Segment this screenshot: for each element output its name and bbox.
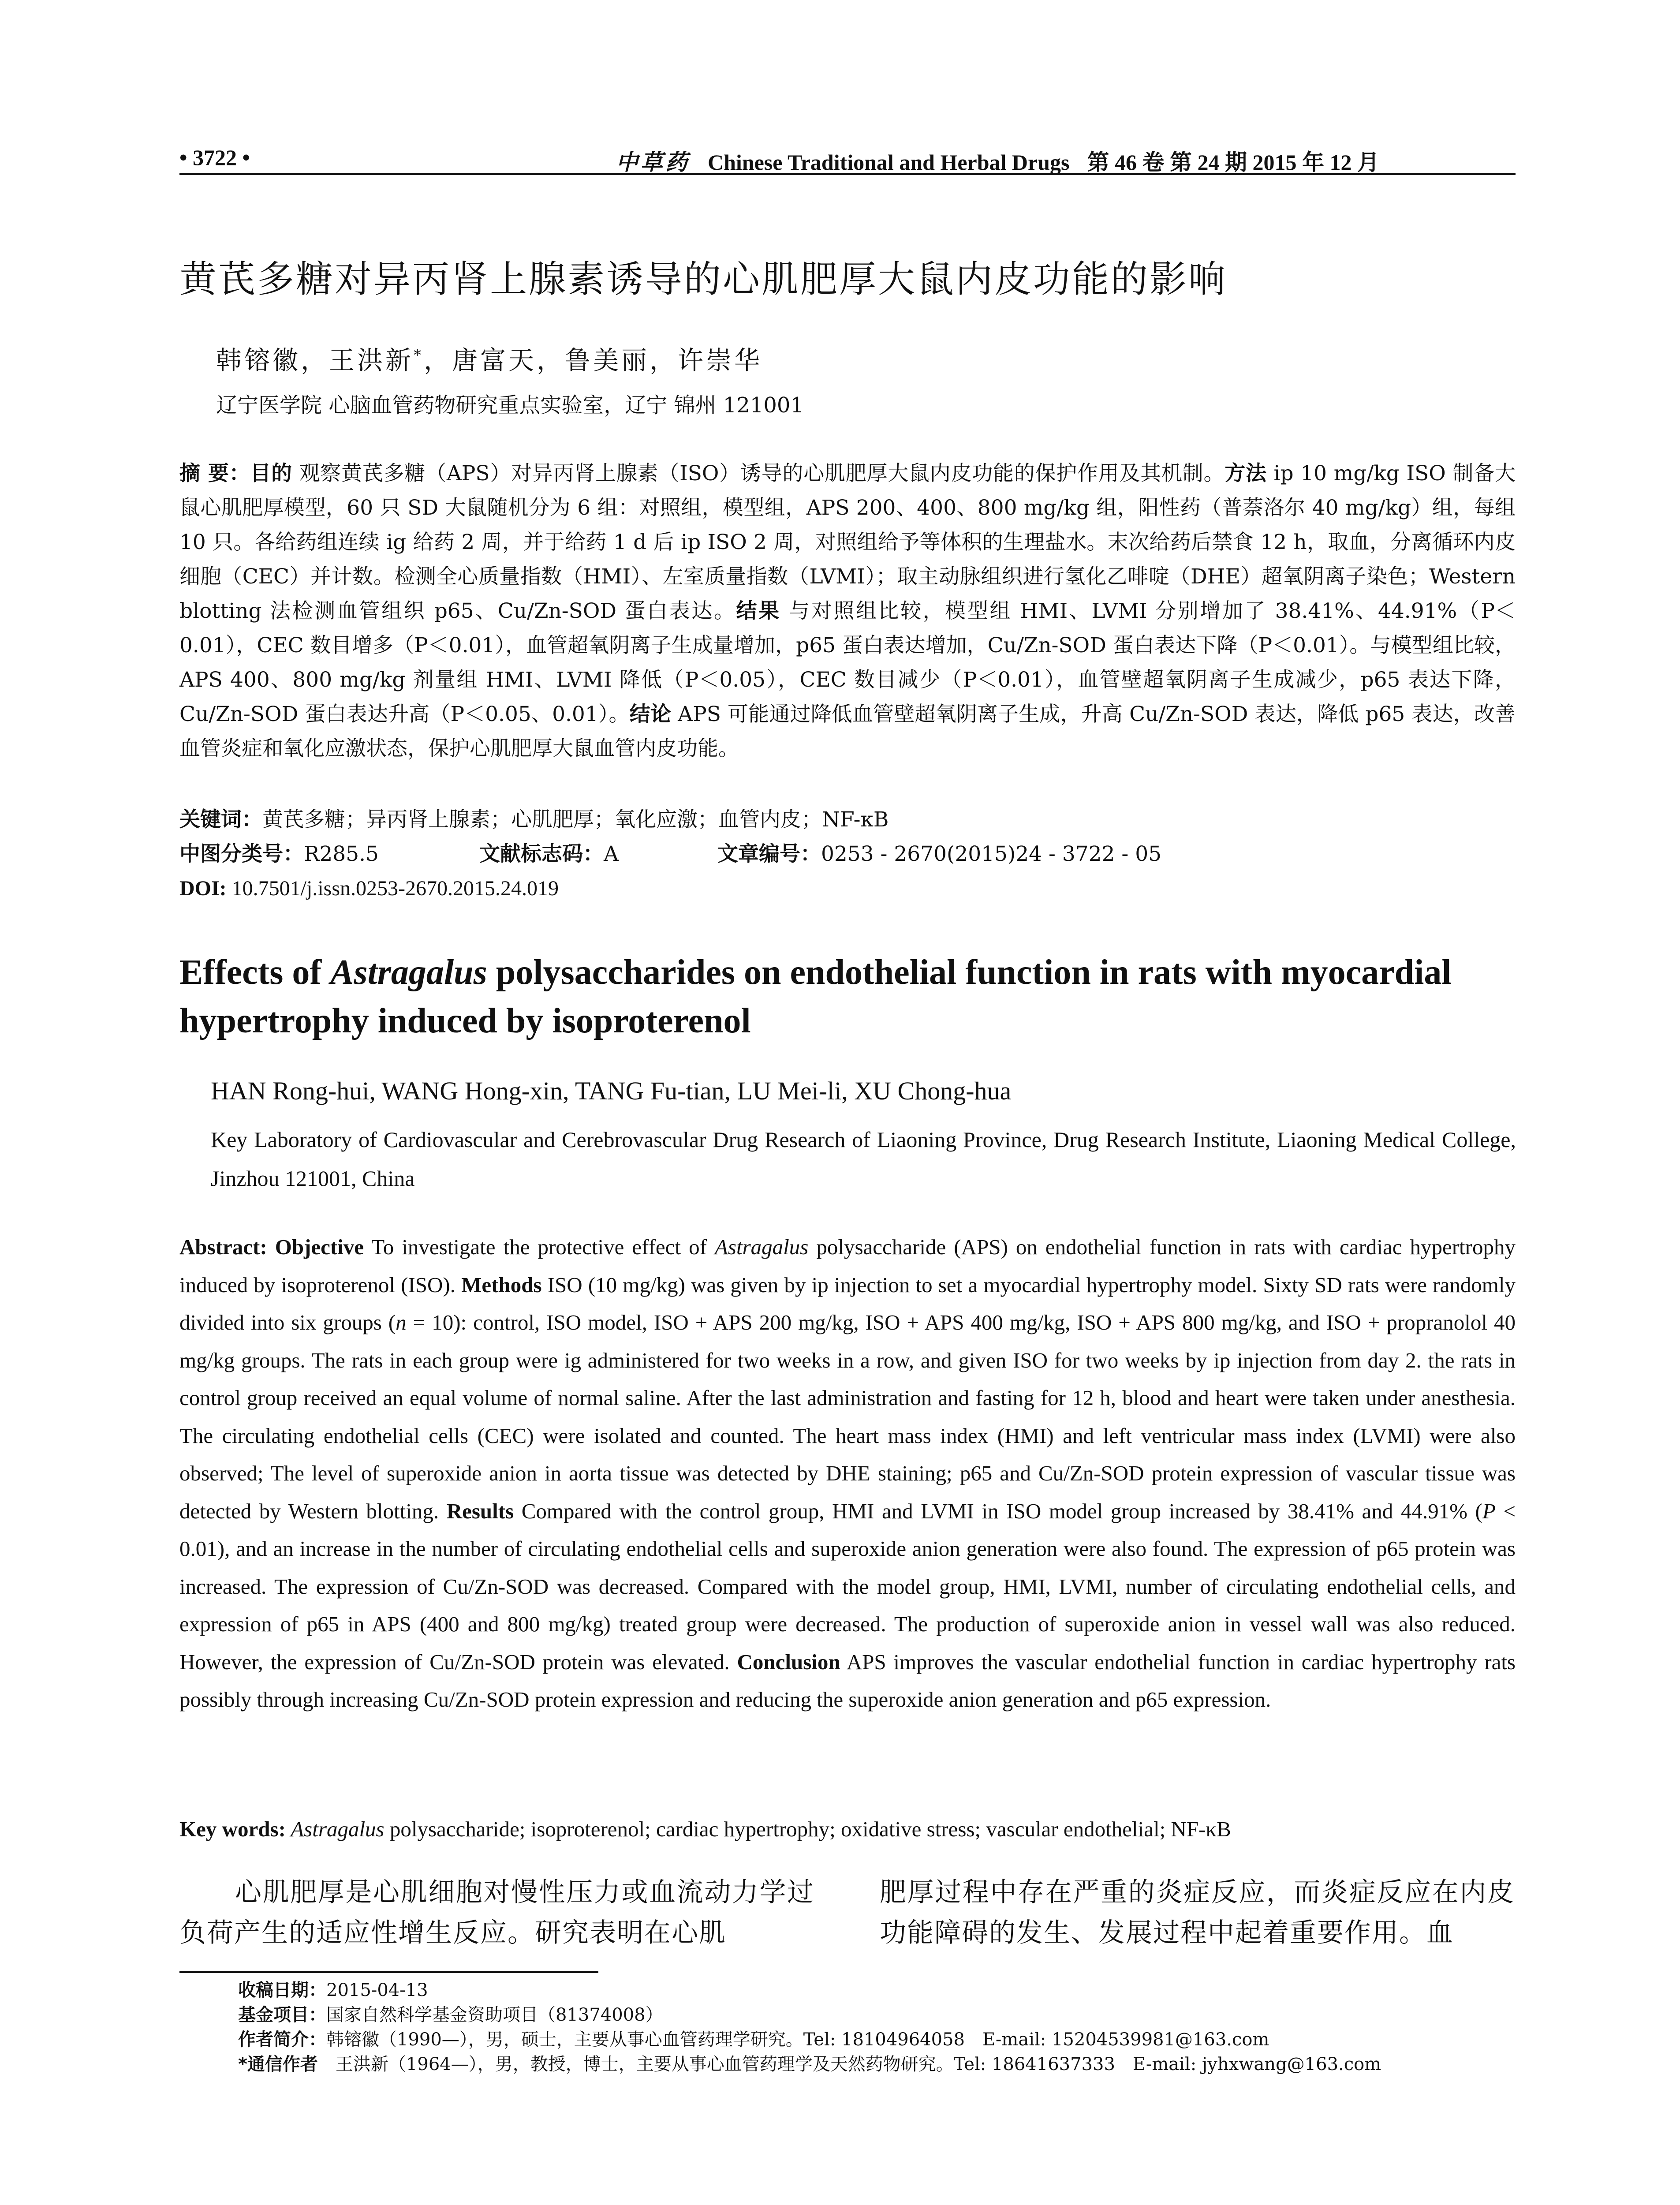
en-conclusion-label: Conclusion [737, 1649, 840, 1674]
doi-label: DOI: [179, 877, 227, 900]
en-authors: HAN Rong-hui, WANG Hong-xin, TANG Fu-tian, LU Mei-li, XU Chong-hua [211, 1076, 1012, 1105]
en-results-p: P [1482, 1499, 1496, 1523]
article-no-label: 文章编号： [717, 842, 821, 866]
body-column-left: 心肌肥厚是心肌细胞对慢性压力或血流动力学过负荷产生的适应性增生反应。研究表明在心肌 [179, 1877, 814, 1948]
footnotes [238, 1978, 1517, 2077]
doc-code-field [479, 837, 619, 871]
footnote-corresponding [238, 2052, 1517, 2077]
en-conclusion: APS improves the vascular endothelial function in cardiac hypertrophy rats possibly through increasing Cu/Zn-SOD protein expression and reducing the superoxide anion generation and p65 expression. [179, 1649, 1516, 1712]
cn-results-label: 结果 [736, 599, 781, 623]
cn-keywords-label: 关键词： [179, 807, 262, 832]
article-no-field [717, 837, 1161, 871]
cn-authors [216, 340, 762, 377]
cn-abstract [179, 456, 1516, 766]
fund-value: 国家自然科学基金资助项目（81374008） [326, 2005, 663, 2025]
doc-code-label: 文献标志码： [479, 842, 604, 866]
footnote-received [238, 1978, 1517, 2003]
journal-line [616, 145, 1379, 176]
page-number: • 3722 • [179, 145, 250, 170]
journal-issue: 第 46 卷 第 24 期 2015 年 12 月 [1087, 150, 1379, 175]
en-methods-pre: ISO (10 mg/kg) was given by ip injection to set a myocardial hypertrophy model. Sixty SD rats were randomly divided into six groups ( [179, 1272, 1516, 1334]
en-methods-label: Methods [461, 1272, 542, 1297]
received-value: 2015-04-13 [326, 1980, 428, 2000]
en-results-post: < 0.01), and an increase in the number of circulating endothelial cells and superoxide anion generation were also found. The expression of p65 protein was increased. The expression of Cu/Zn-SOD was decreased. Compared with the model group, HMI, LVMI, number of circulating endothelial cells, and expression of p65 in APS (400 and 800 mg/kg) treated group were decreased. The production of superoxide anion in vessel wall was also reduced. However, the expression of Cu/Zn-SOD protein was elevated. [179, 1499, 1516, 1674]
clc-value: R285.5 [304, 842, 379, 866]
cn-methods: ip 10 mg/kg ISO 制备大鼠心肌肥厚模型，60 只 SD 大鼠随机分为 6 组：对照组，模型组，APS 200、400、800 mg/kg 组，阳性药（普萘洛尔 40 mg/kg）组，每组 10 只。各给药组连续 ig 给药 2 周，并于给药 1 d 后 ip ISO 2 周，对照组给予等体积的生理盐水。末次给药后禁食 12 h，取血，分离循环内皮细胞（CEC）并计数。检测全心质量指数（HMI）、左室质量指数（LVMI）；取主动脉组织进行氢化乙啡啶（DHE）超氧阴离子染色；Western blotting 法检测血管组织 p65、Cu/Zn-SOD 蛋白表达。 [179, 461, 1516, 623]
en-title-post: polysaccharides on endothelial function in rats with myocardial hypertrophy induced by isoproterenol [179, 953, 1452, 1040]
en-methods-post: = 10): control, ISO model, ISO + APS 200 mg/kg, ISO + APS 400 mg/kg, ISO + APS 800 mg/kg, and ISO + propranolol 40 mg/kg groups. The rats in each group were ig administered for two weeks in a row, and given ISO for two weeks by ip injection from day 2. the rats in control group received an equal volume of normal saline. After the last administration and fasting for 12 h, blood and heart were taken under anesthesia. The circulating endothelial cells (CEC) were isolated and counted. The heart mass index (HMI) and left ventricular mass index (LVMI) were also observed; The level of superoxide anion in aorta tissue was detected by DHE staining; p65 and Cu/Zn-SOD protein expression of vascular tissue was detected by Western blotting. [179, 1310, 1516, 1523]
en-keywords-label: Key words: [179, 1817, 286, 1841]
fund-label: 基金项目： [238, 2005, 326, 2025]
classification-line [179, 837, 1516, 871]
cn-conclusion-label: 结论 [629, 702, 672, 726]
author-label: 作者简介： [238, 2029, 326, 2050]
body-column-right: 肥厚过程中存在严重的炎症反应，而炎症反应在内皮功能障碍的发生、发展过程中起着重要作用。血 [880, 1877, 1515, 1948]
en-keywords-text: polysaccharide; isoproterenol; cardiac hypertrophy; oxidative stress; vascular endothelial; NF-κB [384, 1817, 1231, 1841]
cn-keywords-text: 黄芪多糖；异丙肾上腺素；心肌肥厚；氧化应激；血管内皮；NF-κB [262, 807, 889, 832]
en-abstract [179, 1228, 1516, 1719]
cn-authors-b: ，唐富天，鲁美丽，许崇华 [424, 345, 763, 375]
clc-field [179, 842, 379, 866]
cn-objective: 观察黄芪多糖（APS）对异丙肾上腺素（ISO）诱导的心肌肥厚大鼠内皮功能的保护作用及其机制。 [292, 461, 1225, 486]
en-results-pre: Compared with the control group, HMI and LVMI in ISO model group increased by 38.41% and 44.91% ( [514, 1499, 1482, 1523]
cn-authors-a: 韩镕徽，王洪新 [216, 345, 414, 375]
en-keywords [179, 1810, 1516, 1848]
author-value: 韩镕徽（1990—），男，硕士，主要从事心血管药理学研究。Tel: 18104964058 E-mail: 15204539981@163.com [326, 2029, 1269, 2050]
en-title [179, 948, 1516, 1045]
cn-abstract-label: 摘 要： [179, 461, 250, 486]
en-keywords-italic: Astragalus [285, 1817, 385, 1841]
corr-value: 王洪新（1964—），男，教授，博士，主要从事心血管药理学及天然药物研究。Tel: 18641637333 E-mail: jyhxwang@163.com [317, 2054, 1381, 2074]
header-rule [179, 173, 1516, 175]
en-results-label: Results [446, 1499, 514, 1523]
cn-conclusion: APS 可能通过降低血管壁超氧阴离子生成，升高 Cu/Zn-SOD 表达，降低 p65 表达，改善血管炎症和氧化应激状态，保护心肌肥厚大鼠血管内皮功能。 [179, 702, 1516, 761]
cn-results: 与对照组比较，模型组 HMI、LVMI 分别增加了 38.41%、44.91%（P＜0.01），CEC 数目增多（P＜0.01），血管超氧阴离子生成量增加，p65 蛋白表达增加，Cu/Zn-SOD 蛋白表达下降（P＜0.01）。与模型组比较，APS 400、800 mg/kg 剂量组 HMI、LVMI 降低（P＜0.05），CEC 数目减少（P＜0.01），血管壁超氧阴离子生成减少，p65 表达下降，Cu/Zn-SOD 蛋白表达升高（P＜0.05、0.01）。 [179, 599, 1516, 726]
corr-label: *通信作者 [238, 2054, 318, 2074]
footnote-author [238, 2027, 1517, 2052]
cn-title: 黄芪多糖对异丙肾上腺素诱导的心肌肥厚大鼠内皮功能的影响 [179, 258, 1228, 301]
en-methods-n: n [396, 1310, 407, 1334]
en-objective-italic: Astragalus [714, 1235, 809, 1259]
cn-objective-label: 目的 [250, 461, 292, 486]
en-title-italic: Astragalus [330, 953, 487, 992]
en-abstract-label: Abstract: Objective [179, 1235, 364, 1259]
en-title-pre: Effects of [179, 953, 331, 992]
cn-methods-label: 方法 [1225, 461, 1267, 486]
cn-keywords [179, 803, 1516, 837]
doi-value: 10.7501/j.issn.0253-2670.2015.24.019 [226, 877, 559, 900]
journal-logo: 中草药 [616, 150, 690, 175]
clc-label: 中图分类号： [179, 842, 304, 866]
en-affiliation: Key Laboratory of Cardiovascular and Cerebrovascular Drug Research of Liaoning Province, Drug Research Institute, Liaoning Medical College, Jinzhou 121001, China [211, 1127, 1516, 1191]
doc-code-value: A [604, 842, 619, 866]
footnote-fund [238, 2003, 1517, 2027]
corresponding-mark: * [414, 346, 424, 364]
en-objective-post: polysaccharide (APS) on endothelial function in rats with cardiac hypertrophy induced by isoproterenol (ISO). [179, 1235, 1516, 1297]
cn-affiliation: 辽宁医学院 心脑血管药物研究重点实验室，辽宁 锦州 121001 [216, 393, 804, 418]
journal-name-en: Chinese Traditional and Herbal Drugs [708, 150, 1070, 175]
en-objective-pre: To investigate the protective effect of [364, 1235, 715, 1259]
doi-line [179, 871, 559, 906]
article-no-value: 0253 - 2670(2015)24 - 3722 - 05 [821, 842, 1162, 866]
running-header [179, 132, 1516, 175]
received-label: 收稿日期： [238, 1980, 326, 2000]
footnote-rule [179, 1971, 598, 1973]
